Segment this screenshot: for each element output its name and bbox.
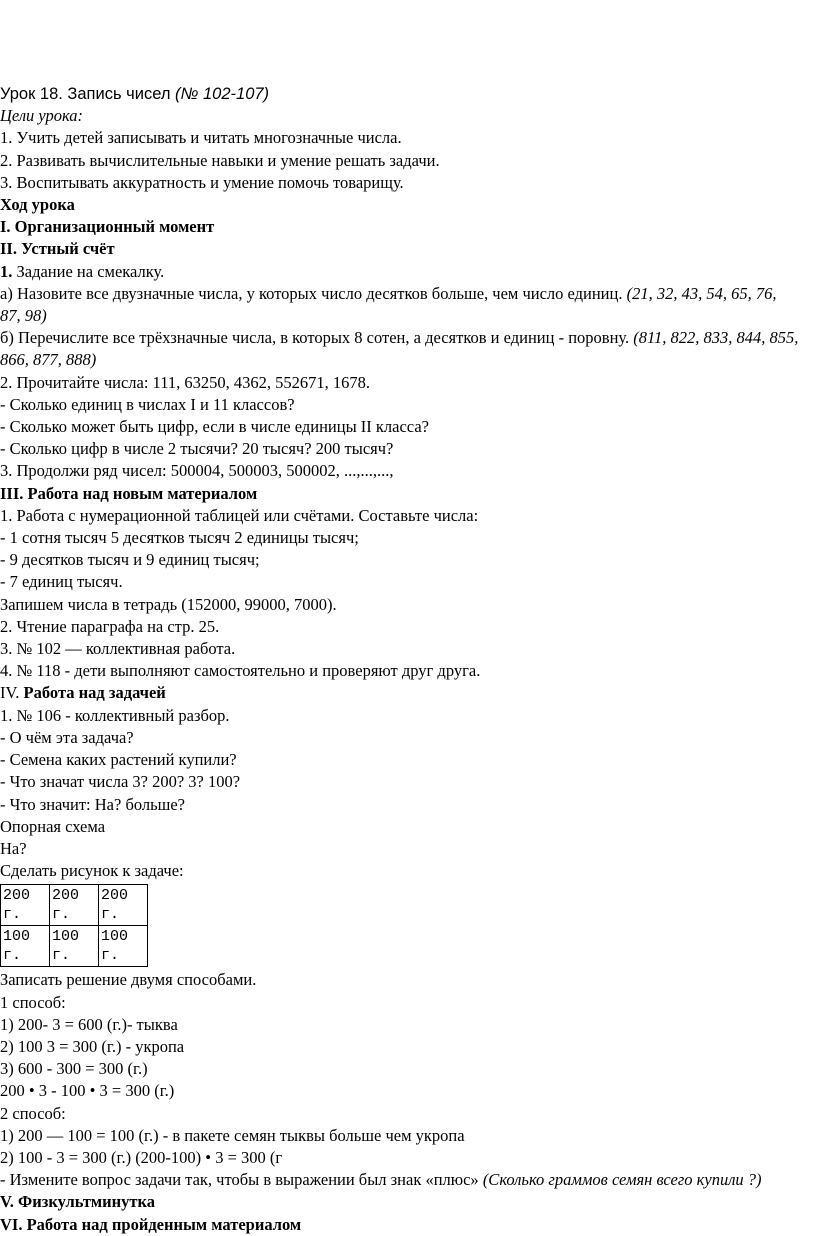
solution-line: 1) 200 — 100 = 100 (г.) - в пакете семян тыквы больше чем укропа bbox=[0, 1125, 465, 1145]
task-1b-text: б) Перечислите все трёхзначные числа, в которых 8 сотен, а десятков и единиц - поровну. bbox=[0, 328, 634, 348]
goal-item: 3. Воспитывать аккуратность и умение помочь товарищу. bbox=[0, 172, 404, 192]
section-heading-2: II. Устный счёт bbox=[0, 239, 115, 259]
new-material-line: 3. № 102 — коллективная работа. bbox=[0, 639, 236, 659]
change-question-text: - Измените вопрос задачи так, чтобы в выражении был знак «плюс» bbox=[0, 1170, 483, 1190]
section-heading-3: III. Работа над новым материалом bbox=[0, 483, 258, 503]
new-material-line: 1. Работа с нумерационной таблицей или счётами. Составьте числа: bbox=[0, 505, 479, 525]
solution-line: Записать решение двумя способами. bbox=[0, 970, 257, 990]
section-heading-5: V. Физкультминутка bbox=[0, 1192, 156, 1212]
scheme-label: Опорная схема bbox=[0, 816, 106, 836]
solution-line: 2) 100 3 = 300 (г.) - укропа bbox=[0, 1036, 185, 1056]
oral-line: - Сколько цифр в числе 2 тысячи? 20 тысяч? 200 тысяч? bbox=[0, 439, 394, 459]
change-question-answer: (Сколько граммов семян всего купили ?) bbox=[482, 1170, 762, 1190]
new-material-line: Запишем числа в тетрадь (152000, 99000, 7000). bbox=[0, 594, 337, 614]
lesson-title-main: Урок 18. Запись чисел bbox=[0, 85, 176, 103]
course-heading: Ход урока bbox=[0, 195, 75, 215]
task-1-number: 1. bbox=[0, 261, 13, 281]
task-1a-answer: (21, 32, 43, 54, 65, 76, 87, 98) bbox=[0, 283, 777, 326]
scheme-grid-cell: 100 г. bbox=[1, 926, 50, 967]
task-1b bbox=[0, 327, 800, 371]
new-material-line: - 1 сотня тысяч 5 десятков тысяч 2 единицы тысяч; bbox=[0, 528, 359, 548]
problem-line: - Семена каких растений купили? bbox=[0, 750, 237, 770]
task-1a-text: а) Назовите все двузначные числа, у которых число десятков больше, чем число единиц. bbox=[0, 283, 627, 303]
scheme-grid-cell: 100 г. bbox=[99, 926, 148, 967]
scheme-grid-cell: 200 г. bbox=[50, 885, 99, 926]
lesson-title bbox=[0, 83, 812, 105]
goals-heading: Цели урока: bbox=[0, 106, 84, 126]
new-material-line: 4. № 118 - дети выполняют самостоятельно и проверяют друг друга. bbox=[0, 661, 481, 681]
solution-line: 3) 600 - 300 = 300 (г.) bbox=[0, 1059, 148, 1079]
task-1-text: Задание на смекалку. bbox=[12, 261, 165, 281]
task-1 bbox=[0, 261, 812, 283]
scheme-grid-row bbox=[1, 885, 148, 926]
section-4-prefix: IV. bbox=[0, 683, 24, 703]
change-question bbox=[0, 1169, 800, 1191]
solution-line: 2) 100 - 3 = 300 (г.) (200-100) • 3 = 300 (г bbox=[0, 1147, 283, 1167]
oral-line: 2. Прочитайте числа: 111, 63250, 4362, 552671, 1678. bbox=[0, 372, 370, 392]
problem-line: - О чём эта задача? bbox=[0, 727, 134, 747]
new-material-line: 2. Чтение параграфа на стр. 25. bbox=[0, 616, 220, 636]
goal-item: 1. Учить детей записывать и читать многозначные числа. bbox=[0, 128, 402, 148]
solution-line: 1 способ: bbox=[0, 992, 66, 1012]
solution-line: 200 • 3 - 100 • 3 = 300 (г.) bbox=[0, 1081, 175, 1101]
problem-line: 1. № 106 - коллективный разбор. bbox=[0, 705, 230, 725]
section-4-title: Работа над задачей bbox=[23, 683, 166, 703]
goal-item: 2. Развивать вычислительные навыки и умение решать задачи. bbox=[0, 150, 440, 170]
task-1b-answer: (811, 822, 833, 844, 855, 866, 877, 888) bbox=[0, 328, 799, 370]
oral-line: 3. Продолжи ряд чисел: 500004, 500003, 500002, ...,...,..., bbox=[0, 461, 394, 481]
scheme-grid bbox=[0, 884, 148, 967]
task-1a bbox=[0, 283, 800, 327]
lesson-document bbox=[0, 83, 812, 1236]
solution-line: 2 способ: bbox=[0, 1103, 66, 1123]
scheme-grid-cell: 200 г. bbox=[99, 885, 148, 926]
section-heading-4 bbox=[0, 682, 812, 704]
oral-line: - Сколько может быть цифр, если в числе единицы II класса? bbox=[0, 417, 429, 437]
section-heading-6: VI. Работа над пройденным материалом bbox=[0, 1214, 302, 1234]
draw-label: Сделать рисунок к задаче: bbox=[0, 861, 184, 881]
problem-line: - Что значит: На? больше? bbox=[0, 794, 185, 814]
new-material-line: - 9 десятков тысяч и 9 единиц тысяч; bbox=[0, 550, 260, 570]
lesson-title-range: (№ 102-107) bbox=[175, 85, 270, 103]
scheme-grid-cell: 200 г. bbox=[1, 885, 50, 926]
scheme-grid-cell: 100 г. bbox=[50, 926, 99, 967]
scheme-question: На? bbox=[0, 838, 27, 858]
problem-line: - Что значат числа 3? 200? 3? 100? bbox=[0, 772, 241, 792]
scheme-grid-row bbox=[1, 926, 148, 967]
oral-line: - Сколько единиц в числах I и 11 классов? bbox=[0, 394, 295, 414]
section-heading-1: I. Организационный момент bbox=[0, 217, 215, 237]
solution-line: 1) 200- 3 = 600 (г.)- тыква bbox=[0, 1014, 178, 1034]
new-material-line: - 7 единиц тысяч. bbox=[0, 572, 123, 592]
